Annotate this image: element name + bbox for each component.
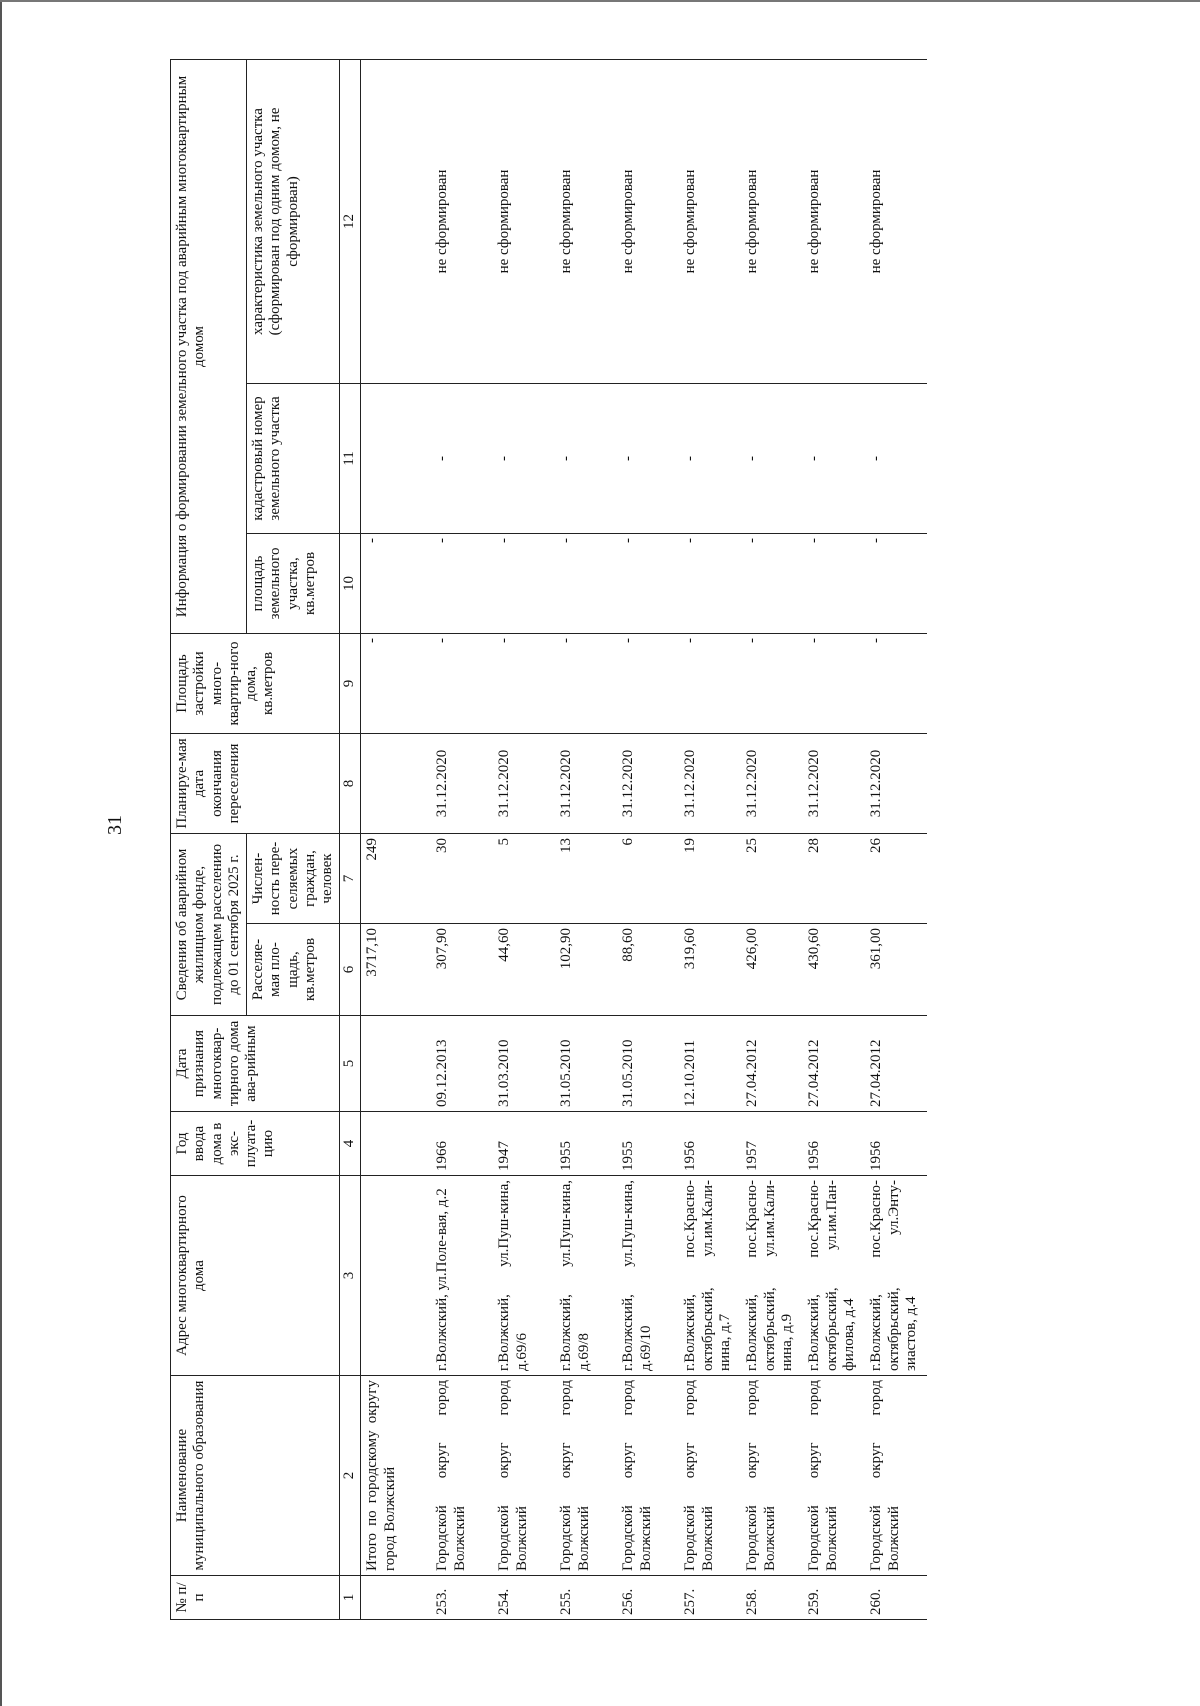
col-number: 11 [340, 383, 361, 533]
row-build-area: - [431, 633, 493, 733]
row-area: 361,00 [865, 924, 927, 1016]
row-year: 1955 [617, 1112, 679, 1176]
row-build-area: - [617, 633, 679, 733]
header-municipality: Наименование муниципального образования [171, 1376, 340, 1576]
row-address: г.Волжский, ул.Пуш-кина, д.69/8 [555, 1176, 617, 1376]
row-address: г.Волжский, пос.Красно-октябрьский, ул.Энту-зиастов, д.4 [865, 1176, 927, 1376]
header-plan-date: Планируе-мая дата окончания переселения [171, 733, 340, 833]
row-recognition-date: 27.04.2012 [865, 1016, 927, 1112]
table-row [431, 59, 493, 1619]
row-plan-date: 31.12.2020 [803, 733, 865, 833]
row-no: 257. [679, 1576, 741, 1620]
row-municipality: Городской округ город Волжский [555, 1376, 617, 1576]
row-no: 253. [431, 1576, 493, 1620]
row-characteristic: не сформирован [493, 59, 555, 383]
row-people: 25 [741, 833, 803, 923]
row-plan-date: 31.12.2020 [617, 733, 679, 833]
table-row [617, 59, 679, 1619]
row-area: 319,60 [679, 924, 741, 1016]
row-plan-date: 31.12.2020 [431, 733, 493, 833]
row-plan-date: 31.12.2020 [865, 733, 927, 833]
row-year: 1956 [679, 1112, 741, 1176]
row-land-area: - [617, 533, 679, 633]
row-cadastral: - [741, 383, 803, 533]
row-address: г.Волжский, ул.Пуш-кина, д.69/10 [617, 1176, 679, 1376]
row-no: 258. [741, 1576, 803, 1620]
col-number: 8 [340, 733, 361, 833]
header-characteristic: характеристика земельного участка (сформирован под одним домом, не сформирован) [247, 59, 340, 383]
row-plan-date: 31.12.2020 [493, 733, 555, 833]
row-year: 1947 [493, 1112, 555, 1176]
row-municipality: Городской округ город Волжский [493, 1376, 555, 1576]
row-year: 1955 [555, 1112, 617, 1176]
rotated-page [170, 60, 1170, 1620]
row-area: 430,60 [803, 924, 865, 1016]
col-number: 6 [340, 924, 361, 1016]
row-year: 1956 [803, 1112, 865, 1176]
row-no: 256. [617, 1576, 679, 1620]
page-number: 31 [104, 815, 126, 835]
row-characteristic: не сформирован [803, 59, 865, 383]
table-row [741, 59, 803, 1619]
row-people: 13 [555, 833, 617, 923]
row-year: 1956 [865, 1112, 927, 1176]
header-year: Год ввода дома в экс-плуата-цию [171, 1112, 340, 1176]
col-number: 4 [340, 1112, 361, 1176]
row-recognition-date: 31.05.2010 [555, 1016, 617, 1112]
row-area: 426,00 [741, 924, 803, 1016]
total-land-area: - [361, 533, 432, 633]
row-no: 255. [555, 1576, 617, 1620]
row-people: 6 [617, 833, 679, 923]
col-number: 9 [340, 633, 361, 733]
row-municipality: Городской округ город Волжский [741, 1376, 803, 1576]
row-recognition-date: 09.12.2013 [431, 1016, 493, 1112]
row-area: 44,60 [493, 924, 555, 1016]
header-recognition-date: Дата признания многоквар-тирного дома ава-рийным [171, 1016, 340, 1112]
row-cadastral: - [865, 383, 927, 533]
row-area: 307,90 [431, 924, 493, 1016]
row-municipality: Городской округ город Волжский [865, 1376, 927, 1576]
row-build-area: - [679, 633, 741, 733]
row-land-area: - [493, 533, 555, 633]
total-people: 249 [361, 833, 432, 923]
row-characteristic: не сформирован [741, 59, 803, 383]
row-land-area: - [431, 533, 493, 633]
row-plan-date: 31.12.2020 [555, 733, 617, 833]
row-build-area: - [803, 633, 865, 733]
col-number: 2 [340, 1376, 361, 1576]
row-plan-date: 31.12.2020 [741, 733, 803, 833]
row-recognition-date: 27.04.2012 [803, 1016, 865, 1112]
row-recognition-date: 31.05.2010 [617, 1016, 679, 1112]
col-number: 5 [340, 1016, 361, 1112]
header-address: Адрес многоквартирного дома [171, 1176, 340, 1376]
row-people: 30 [431, 833, 493, 923]
scan-edge-top [0, 0, 1200, 2]
total-row [361, 59, 432, 1619]
row-cadastral: - [803, 383, 865, 533]
col-number: 1 [340, 1576, 361, 1620]
row-address: г.Волжский, пос.Красно-октябрьский, ул.им.Кали-нина, д.9 [741, 1176, 803, 1376]
row-year: 1966 [431, 1112, 493, 1176]
col-number: 10 [340, 533, 361, 633]
row-land-area: - [555, 533, 617, 633]
row-people: 5 [493, 833, 555, 923]
header-no: № п/п [171, 1576, 340, 1620]
row-land-area: - [865, 533, 927, 633]
row-area: 102,90 [555, 924, 617, 1016]
row-characteristic: не сформирован [865, 59, 927, 383]
row-cadastral: - [555, 383, 617, 533]
table-row [803, 59, 865, 1619]
row-recognition-date: 12.10.2011 [679, 1016, 741, 1112]
row-area: 88,60 [617, 924, 679, 1016]
row-build-area: - [865, 633, 927, 733]
row-year: 1957 [741, 1112, 803, 1176]
row-cadastral: - [431, 383, 493, 533]
row-recognition-date: 31.03.2010 [493, 1016, 555, 1112]
row-municipality: Городской округ город Волжский [431, 1376, 493, 1576]
table-row [679, 59, 741, 1619]
row-address: г.Волжский, пос.Красно-октябрьский, ул.им.Кали-нина, д.7 [679, 1176, 741, 1376]
table-row [493, 59, 555, 1619]
row-municipality: Городской округ город Волжский [617, 1376, 679, 1576]
row-land-area: - [741, 533, 803, 633]
row-characteristic: не сформирован [679, 59, 741, 383]
row-land-area: - [803, 533, 865, 633]
row-no: 254. [493, 1576, 555, 1620]
row-build-area: - [493, 633, 555, 733]
header-group-fund: Сведения об аварийном жилищном фонде, подлежащем расселению до 01 сентября 2025 г. [171, 833, 247, 1015]
header-build-area: Площадь застройки много-квартир-ного дома, кв.метров [171, 633, 340, 733]
row-cadastral: - [679, 383, 741, 533]
row-people: 26 [865, 833, 927, 923]
row-municipality: Городской округ город Волжский [679, 1376, 741, 1576]
row-address: г.Волжский, ул.Пуш-кина, д.69/6 [493, 1176, 555, 1376]
row-cadastral: - [617, 383, 679, 533]
header-cadastral: кадастровый номер земельного участка [247, 383, 340, 533]
row-people: 28 [803, 833, 865, 923]
scan-edge-left [0, 0, 2, 1706]
header-land-area: площадь земельного участка, кв.метров [247, 533, 340, 633]
row-build-area: - [555, 633, 617, 733]
row-build-area: - [741, 633, 803, 733]
row-land-area: - [679, 533, 741, 633]
row-characteristic: не сформирован [555, 59, 617, 383]
row-recognition-date: 27.04.2012 [741, 1016, 803, 1112]
header-people: Числен-ность пере-селяемых граждан, человек [247, 833, 340, 923]
row-cadastral: - [493, 383, 555, 533]
row-address: г.Волжский, ул.Поле-вая, д.2 [431, 1176, 493, 1376]
total-build-area: - [361, 633, 432, 733]
col-number: 7 [340, 833, 361, 923]
row-characteristic: не сформирован [431, 59, 493, 383]
column-number-row [340, 59, 361, 1619]
header-group-land: Информация о формировании земельного участка под аварийным многоквартирным домом [171, 59, 247, 633]
total-area: 3717,10 [361, 924, 432, 1016]
row-municipality: Городской округ город Волжский [803, 1376, 865, 1576]
housing-table [170, 59, 927, 1620]
row-address: г.Волжский, пос.Красно-октябрьский, ул.им.Пан-филова, д.4 [803, 1176, 865, 1376]
row-plan-date: 31.12.2020 [679, 733, 741, 833]
total-label: Итого по городскому округу город Волжский [361, 1376, 432, 1576]
row-characteristic: не сформирован [617, 59, 679, 383]
header-area: Расселяе-мая пло-щадь, кв.метров [247, 924, 340, 1016]
row-no: 260. [865, 1576, 927, 1620]
row-no: 259. [803, 1576, 865, 1620]
col-number: 3 [340, 1176, 361, 1376]
row-people: 19 [679, 833, 741, 923]
col-number: 12 [340, 59, 361, 383]
table-row [555, 59, 617, 1619]
table-row [865, 59, 927, 1619]
